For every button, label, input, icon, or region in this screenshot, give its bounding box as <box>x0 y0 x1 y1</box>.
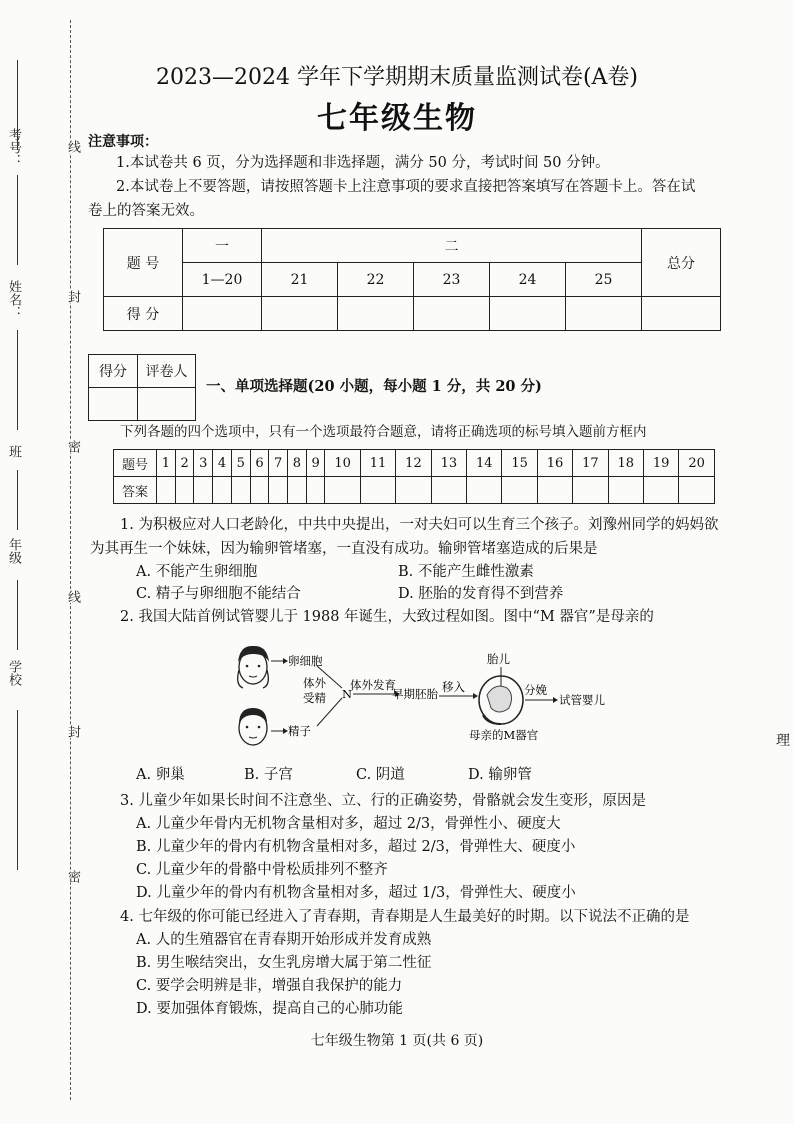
answer-number-cell: 12 <box>396 450 431 477</box>
egg-label: 卵细胞 <box>288 654 323 668</box>
answer-input-cell[interactable] <box>643 477 678 504</box>
q2-option-c: C. 阴道 <box>356 767 405 783</box>
margin-rule <box>17 470 18 530</box>
man-icon <box>239 708 267 745</box>
q1-stem: 为其再生一个妹妹，因为输卵管堵塞，一直没有成功。输卵管堵塞造成的后果是 <box>90 541 598 557</box>
develop-label: 体外发育 <box>350 678 396 692</box>
notes-heading: 注意事项： <box>88 134 158 150</box>
answer-input-cell[interactable] <box>325 477 360 504</box>
answer-number-cell: 17 <box>573 450 608 477</box>
grader-name-cell[interactable] <box>138 388 196 421</box>
score-cell[interactable] <box>642 297 721 331</box>
fertilization-label: 受精 <box>303 691 326 705</box>
answer-input-cell[interactable] <box>288 477 307 504</box>
score-cell[interactable] <box>490 297 566 331</box>
q4-stem: 4. 七年级的你可能已经进入了青春期，青春期是人生最美好的时期。以下说法不正确的是 <box>120 909 690 925</box>
answer-input-cell[interactable] <box>502 477 537 504</box>
q3-option-a: A. 儿童少年骨内无机物含量相对多，超过 2/3，骨弹性小、硬度大 <box>136 816 561 832</box>
n-label: N <box>342 687 353 701</box>
margin-label-grade: 年级 <box>6 538 21 564</box>
answer-number-cell: 18 <box>608 450 643 477</box>
answer-number-cell: 20 <box>679 450 715 477</box>
answer-input-cell[interactable] <box>608 477 643 504</box>
note-item: 2.本试卷上不要答题，请按照答题卡上注意事项的要求直接把答案填写在答题卡上。答在试 <box>116 179 696 195</box>
score-row-label: 得 分 <box>104 297 183 331</box>
score-cell[interactable] <box>566 297 642 331</box>
q3-option-b: B. 儿童少年的骨内有机物含量相对多，超过 2/3，骨弹性大、硬度小 <box>136 839 576 855</box>
answer-input-cell[interactable] <box>396 477 431 504</box>
answer-input-cell[interactable] <box>360 477 395 504</box>
score-cell[interactable] <box>183 297 262 331</box>
q2-option-d: D. 输卵管 <box>468 767 532 783</box>
q4-option-b: B. 男生喉结突出，女生乳房增大属于第二性征 <box>136 955 432 971</box>
grader-score-cell[interactable] <box>89 388 138 421</box>
q2-stem: 2. 我国大陆首例试管婴儿于 1988 年诞生，大致过程如图。图中“M 器官”是母亲的 <box>120 609 654 625</box>
binding-dashed-line <box>70 20 71 1100</box>
margin-label-name: 姓名： <box>6 280 21 319</box>
answer-input-cell[interactable] <box>213 477 232 504</box>
margin-rule <box>17 710 18 870</box>
q1-option-d: D. 胚胎的发育得不到营养 <box>398 586 564 602</box>
note-item: 1.本试卷共 6 页，分为选择题和非选择题，满分 50 分，考试时间 50 分钟。 <box>116 155 610 171</box>
answer-input-cell[interactable] <box>250 477 269 504</box>
answer-input-cell[interactable] <box>431 477 466 504</box>
answer-number-cell: 9 <box>306 450 325 477</box>
embryo-label: 早期胚胎 <box>392 687 438 701</box>
answer-number-cell: 2 <box>175 450 194 477</box>
ivf-diagram <box>225 640 625 765</box>
answer-number-cell: 16 <box>537 450 572 477</box>
woman-icon <box>238 646 269 688</box>
q1-option-b: B. 不能产生雌性激素 <box>398 564 534 580</box>
margin-mark: 线 <box>65 140 80 153</box>
answer-row-label: 题号 <box>114 450 157 477</box>
answer-row-label: 答案 <box>114 477 157 504</box>
margin-rule <box>17 580 18 650</box>
q3-option-d: D. 儿童少年的骨内有机物含量相对多，超过 1/3，骨弹性大、硬度小 <box>136 885 576 901</box>
answer-input-cell[interactable] <box>467 477 502 504</box>
answer-number-cell: 3 <box>194 450 213 477</box>
answer-input-cell[interactable] <box>269 477 288 504</box>
score-col: 22 <box>338 263 414 297</box>
answer-input-cell[interactable] <box>537 477 572 504</box>
transfer-label: 移入 <box>442 680 465 694</box>
q1-option-c: C. 精子与卵细胞不能结合 <box>136 586 301 602</box>
answer-number-cell: 7 <box>269 450 288 477</box>
score-col: 1—20 <box>183 263 262 297</box>
score-col: 25 <box>566 263 642 297</box>
answer-input-cell[interactable] <box>157 477 176 504</box>
score-col: 24 <box>490 263 566 297</box>
section-title: 一、单项选择题(20 小题，每小题 1 分，共 20 分) <box>206 378 542 395</box>
score-cell[interactable] <box>262 297 338 331</box>
answer-number-cell: 15 <box>502 450 537 477</box>
answer-table <box>113 449 715 504</box>
page-footer: 七年级生物第 1 页(共 6 页) <box>310 1033 484 1049</box>
score-section-one: 一 <box>183 229 262 263</box>
q1-stem: 1. 为积极应对人口老龄化，中共中央提出，一对夫妇可以生育三个孩子。刘豫州同学的妈妈欲 <box>120 517 719 533</box>
fetus-label: 胎儿 <box>487 652 510 666</box>
q4-option-c: C. 要学会明辨是非，增强自我保护的能力 <box>136 978 403 994</box>
margin-mark: 封 <box>65 725 80 738</box>
answer-number-cell: 13 <box>431 450 466 477</box>
answer-input-cell[interactable] <box>231 477 250 504</box>
score-col: 23 <box>414 263 490 297</box>
baby-label: 试管婴儿 <box>559 693 605 707</box>
answer-number-cell: 14 <box>467 450 502 477</box>
fertilization-label: 体外 <box>303 676 326 690</box>
margin-mark: 线 <box>65 590 80 603</box>
section-instruction: 下列各题的四个选项中，只有一个选项最符合题意，请将正确选项的标号填入题前方框内 <box>120 424 647 440</box>
score-section-two: 二 <box>262 229 642 263</box>
margin-rule <box>17 175 18 265</box>
q4-option-a: A. 人的生殖器官在青春期开始形成并发育成熟 <box>136 932 432 948</box>
score-cell[interactable] <box>338 297 414 331</box>
answer-number-cell: 8 <box>288 450 307 477</box>
grader-name-label: 评卷人 <box>138 355 196 388</box>
answer-number-cell: 19 <box>643 450 678 477</box>
score-table <box>103 228 721 331</box>
q2-option-b: B. 子宫 <box>244 767 293 783</box>
score-cell[interactable] <box>414 297 490 331</box>
sperm-label: 精子 <box>288 724 311 738</box>
margin-mark: 密 <box>65 440 80 453</box>
organ-label: 母亲的M器官 <box>469 728 539 742</box>
side-mark: 理 <box>776 733 790 749</box>
answer-input-cell[interactable] <box>306 477 325 504</box>
q3-option-c: C. 儿童少年的骨骼中骨松质排列不整齐 <box>136 862 388 878</box>
margin-label-exam-number: 考号： <box>6 128 21 167</box>
q2-option-a: A. 卵巢 <box>136 767 185 783</box>
answer-number-cell: 11 <box>360 450 395 477</box>
subject-title: 七年级生物 <box>317 101 477 136</box>
grader-score-label: 得分 <box>89 355 138 388</box>
q4-option-d: D. 要加强体育锻炼，提高自己的心肺功能 <box>136 1001 403 1017</box>
margin-mark: 密 <box>65 870 80 883</box>
answer-input-cell[interactable] <box>194 477 213 504</box>
exam-title: 2023—2024 学年下学期期末质量监测试卷(A卷) <box>155 65 639 90</box>
answer-input-cell[interactable] <box>175 477 194 504</box>
margin-label-school: 学校 <box>6 660 21 686</box>
grader-box <box>88 354 196 421</box>
note-item: 卷上的答案无效。 <box>88 203 204 219</box>
margin-rule <box>17 330 18 430</box>
margin-label-class: 班 <box>6 445 21 458</box>
birth-label: 分娩 <box>524 683 547 697</box>
score-col: 21 <box>262 263 338 297</box>
answer-number-cell: 10 <box>325 450 360 477</box>
answer-number-cell: 1 <box>157 450 176 477</box>
answer-number-cell: 6 <box>250 450 269 477</box>
q3-stem: 3. 儿童少年如果长时间不注意坐、立、行的正确姿势，骨骼就会发生变形，原因是 <box>120 793 646 809</box>
score-row-label: 题 号 <box>104 229 183 297</box>
answer-input-cell[interactable] <box>679 477 715 504</box>
answer-number-cell: 4 <box>213 450 232 477</box>
answer-number-cell: 5 <box>231 450 250 477</box>
margin-mark: 封 <box>65 290 80 303</box>
score-total-header: 总分 <box>642 229 721 297</box>
q1-option-a: A. 不能产生卵细胞 <box>136 564 258 580</box>
answer-input-cell[interactable] <box>573 477 608 504</box>
